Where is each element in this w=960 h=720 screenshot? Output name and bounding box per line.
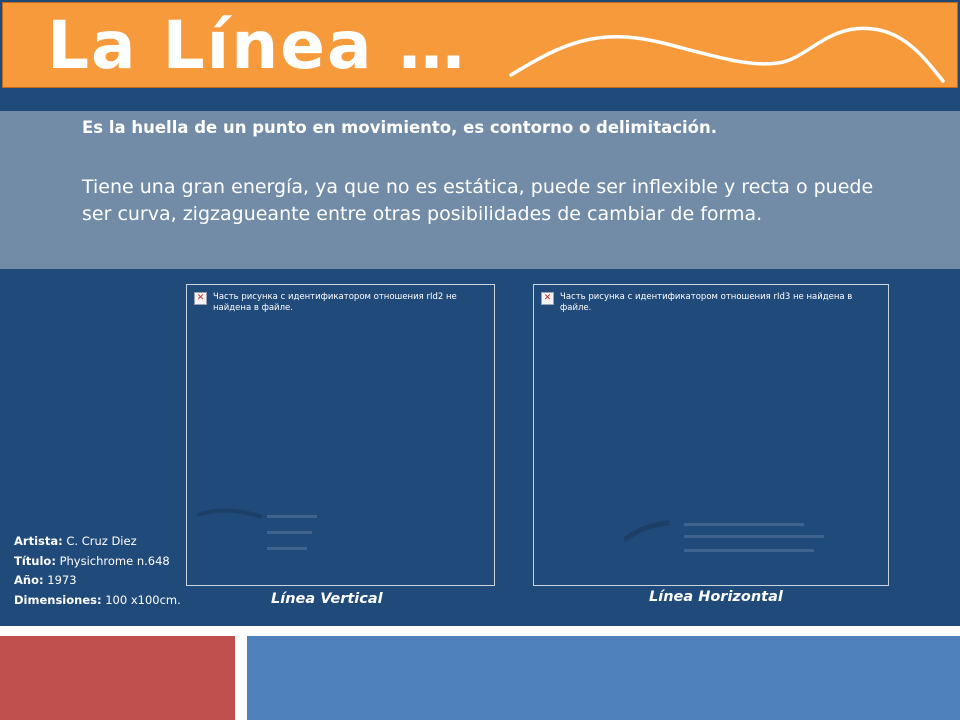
year-row — [14, 571, 181, 591]
faded-artwork-ghost — [187, 495, 337, 575]
title-row — [14, 552, 181, 572]
footer-block-blue — [247, 636, 960, 720]
title-bar — [2, 2, 958, 88]
faded-artwork-ghost — [624, 515, 844, 565]
title-label: Título: — [14, 553, 56, 568]
footer-block-red — [0, 636, 235, 720]
image-placeholder-horizontal — [533, 284, 889, 586]
intro-text: Es la huella de un punto en movimiento, es contorno o delimitación. — [82, 118, 718, 137]
caption-vertical: Línea Vertical — [271, 591, 383, 607]
dimensions-label: Dimensiones: — [14, 592, 102, 607]
dimensions-value: 100 x100cm. — [105, 592, 181, 607]
artist-row — [14, 532, 181, 552]
body-paragraph: Tiene una gran energía, ya que no es estática, puede ser inflexible y recta o puede ser curva, zigzagueante entre otras posibilidades de cambiar de forma. — [82, 176, 874, 225]
image-placeholder-vertical — [186, 284, 495, 586]
year-label: Año: — [14, 573, 44, 587]
caption-horizontal: Línea Horizontal — [649, 589, 783, 605]
artist-label: Artista: — [14, 534, 63, 548]
missing-image-text: Часть рисунка с идентификатором отношения rId2 не найдена в файле. — [213, 292, 457, 313]
broken-image-icon: ✕ — [541, 292, 554, 305]
year-value: 1973 — [47, 573, 77, 587]
missing-image-text: Часть рисунка с идентификатором отношения rId3 не найдена в файле. — [560, 292, 853, 313]
broken-image-message — [194, 292, 493, 314]
artist-value: C. Cruz Diez — [66, 534, 137, 548]
wave-line-decoration — [503, 13, 948, 89]
artwork-info — [14, 532, 181, 610]
dimensions-row — [14, 591, 181, 611]
title-value: Physichrome n.648 — [59, 553, 170, 568]
slide-title: La Línea … — [47, 7, 467, 84]
broken-image-icon: ✕ — [194, 292, 207, 305]
broken-image-message — [541, 292, 880, 314]
